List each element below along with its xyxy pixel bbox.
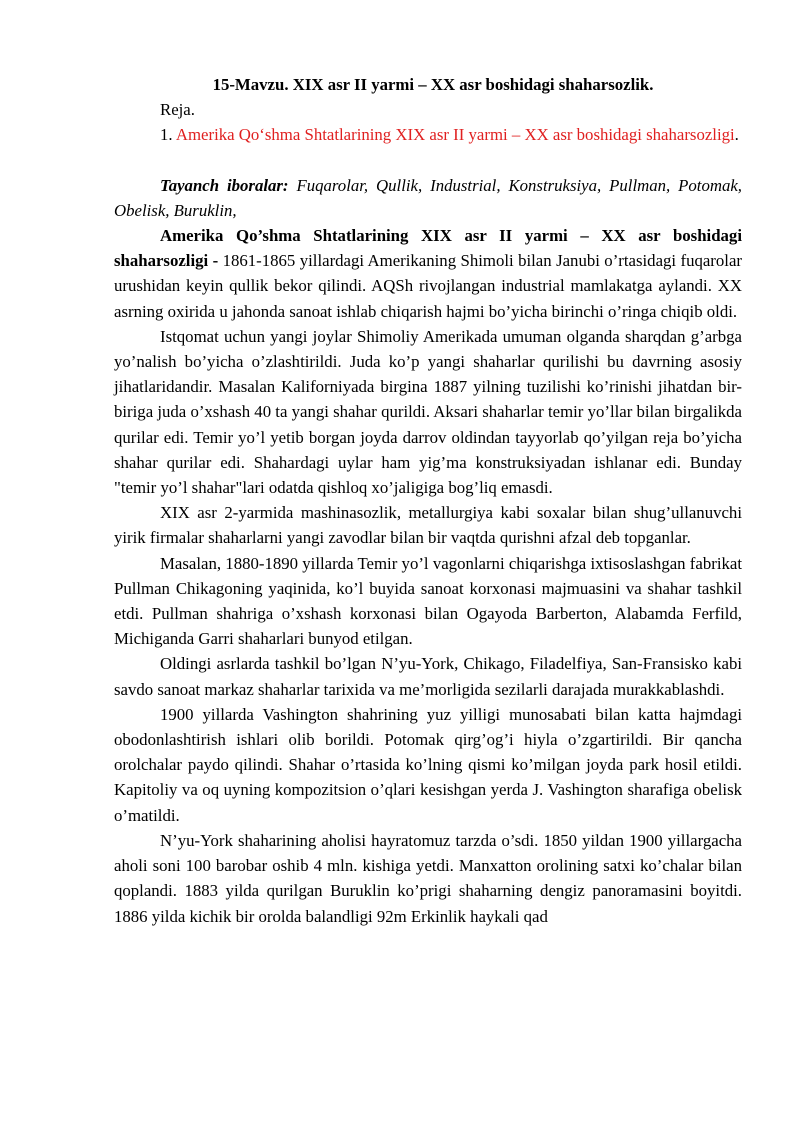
- keywords-paragraph: [114, 173, 742, 223]
- document-title: 15-Mavzu. XIX asr II yarmi – XX asr boshidagi shaharsozlik.: [212, 75, 654, 94]
- section-heading: Amerika Qo’shma Shtatlarining XIX asr II yarmi – XX asr boshidagi shaharsozligi -: [114, 226, 742, 271]
- keywords-label: Tayanch iboralar:: [160, 175, 289, 195]
- body-paragraph: Oldingi asrlarda tashkil bo’lgan N’yu-York, Chikago, Filadelfiya, San-Fransisko kabi savdo sanoat markaz shaharlar tarixida va me’morligida sezilarli darajada murakkablashdi.: [114, 654, 742, 699]
- body-paragraph: 1900 yillarda Vashington shahrining yuz yilligi munosabati bilan katta hajmdagi obodonlashtirish ishlari olib borildi. Potomak qirg’og’i hiyla o’zgartirildi. Bir qancha orolchalar paydo qilindi. Shahar o’rtasida ko’lning qismi ko’milgan joyda park hosil etildi. Kapitoliy va oq uyning kompozitsion o’qlari kesishgan yerda J. Vashington sharafiga obelisk o’matildi.: [114, 704, 742, 825]
- plan-item-text: Amerika Qo‘shma Shtatlarining XIX asr II yarmi – XX asr boshidagi shaharsozligi: [175, 125, 735, 145]
- section-intro-text: 1861-1865 yillardagi Amerikaning Shimoli bilan Janubi o’rtasidagi fuqarolar urushidan keyin qullik bekor qilindi. AQSh rivojlangan industrial mamlakatga aylandi. XX asrning oxirida u jahonda sanoat ishlab chiqarish hajmi bo’yicha birinchi o’ringa chiqib oldi.: [114, 251, 742, 321]
- plan-label: Reja.: [160, 100, 195, 120]
- plan-item: [114, 122, 742, 147]
- body-paragraph: XIX asr 2-yarmida mashinasozlik, metallurgiya kabi soxalar bilan shug’ullanuvchi yirik firmalar shaharlarni yangi zavodlar bilan bir vaqtda qurishni afzal deb topganlar.: [114, 503, 742, 548]
- section-intro-paragraph: [114, 223, 742, 324]
- body-paragraph: N’yu-York shaharining aholisi hayratomuz tarzda o’sdi. 1850 yildan 1900 yillargacha aholi soni 100 barobar oshib 4 mln. kishiga yetdi. Manxatton orolining satxi ko’chalar bilan qoplandi. 1883 yilda qurilgan Buruklin ko’prigi shaharning dengiz panoramasini boyitdi. 1886 yilda kichik bir orolda balandligi 92m Erkinlik haykali qad: [114, 830, 742, 926]
- body-paragraph: Masalan, 1880-1890 yillarda Temir yo’l vagonlarni chiqarishga ixtisoslashgan fabrikat Pullman Chikagoning yaqinida, ko’l buyida sanoat korxonasi majmuasini va shahar tashkil etdi. Pullman shahriga o’xshash korxonasi bilan Ogayoda Barberton, Alabamda Ferfild, Michiganda Garri shaharlari bunyod etilgan.: [114, 553, 742, 649]
- document-page: [114, 72, 742, 929]
- body-paragraph: Istqomat uchun yangi joylar Shimoliy Amerikada umuman olganda sharqdan g’arbga yo’nalish bo’yicha o’zlashtirildi. Juda ko’p yangi shaharlar qurilishi bu davrning asosiy jihatlaridandir. Masalan Kaliforniyada birgina 1887 yilning tuzilishi ko’rinishi jihatdan bir-biriga juda o’xshash 40 ta yangi shahar qurildi. Aksari shaharlar temir yo’llar bilan birgalikda qurilar edi. Temir yo’l yetib borgan joyda darrov oldindan tayyorlab qo’yilgan reja bo’yicha shahar qurilar edi. Shahardagi uylar ham yig’ma konstruksiyadan ishlanar edi. Bunday "temir yo’l shahar"lari odatda qishloq xo’jaligiga bog’liq emasdi.: [114, 326, 742, 498]
- blank-line: [114, 148, 742, 173]
- keywords-text: Fuqarolar, Qullik, Industrial, Konstruksiya, Pullman, Potomak, Obelisk, Buruklin,: [114, 175, 742, 220]
- plan-item-number: 1.: [160, 125, 173, 145]
- plan-item-end: .: [734, 125, 739, 145]
